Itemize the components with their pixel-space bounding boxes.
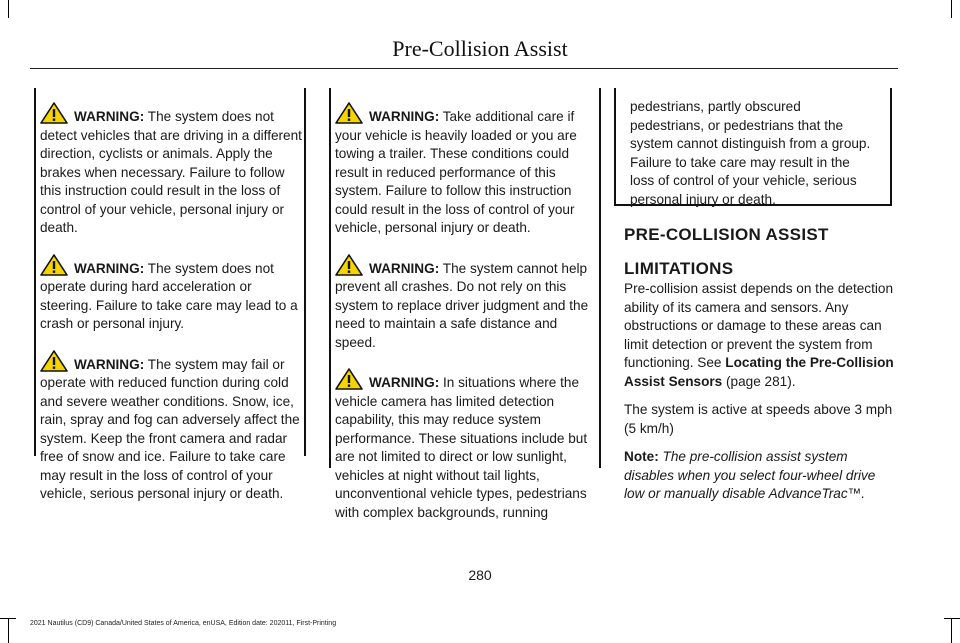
warning-paragraph <box>335 368 597 522</box>
warning-triangle-icon <box>40 102 68 124</box>
crop-mark <box>951 0 952 18</box>
warning-label: WARNING: <box>74 356 145 372</box>
note-paragraph <box>624 448 896 504</box>
warning-label: WARNING: <box>369 109 440 124</box>
warning-paragraph <box>335 254 597 353</box>
warning-triangle-icon <box>335 254 363 276</box>
warning-triangle-icon <box>40 350 68 372</box>
crop-mark <box>944 618 960 619</box>
warning-paragraph <box>335 102 597 238</box>
warning-paragraph <box>40 102 302 238</box>
crop-mark <box>0 618 16 619</box>
limitations-text: Pre-collision assist depends on the detection ability of its camera and sensors. Any obstructions or damage to these areas can limit detection or prevent the system from functioning. See <box>624 281 894 370</box>
warning-triangle-icon <box>335 102 363 124</box>
column-1 <box>40 102 302 520</box>
cross-reference-link[interactable]: Locating the Pre-Collision Assist Sensors <box>624 355 894 389</box>
header-rule <box>30 68 898 69</box>
footer-edition-info: 2021 Nautilus (CD9) Canada/United States of America, enUSA, Edition date: 202011, First-Printing <box>30 620 337 627</box>
warning-label: WARNING: <box>369 375 440 390</box>
warning-triangle-icon <box>40 254 68 276</box>
section-heading-line1: PRE-COLLISION ASSIST <box>624 225 829 244</box>
note-text: The pre-collision assist system disables when you select four-wheel drive low or manually disable AdvanceTrac™. <box>624 449 876 501</box>
warning-text: In situations where the vehicle camera has limited detection capability, this may reduce system performance. These situations include but are not limited to direct or low sunlight, vehicles at night without tail lights, unconventional vehicle types, pedestrians with complex backgrounds, running <box>335 375 588 520</box>
warning-paragraph <box>40 350 302 504</box>
limitations-body <box>624 280 896 514</box>
speed-paragraph: The system is active at speeds above 3 mph (5 km/h) <box>624 402 893 436</box>
note-label: Note: <box>624 449 659 464</box>
section-heading-line2: LIMITATIONS <box>624 259 734 278</box>
crop-mark <box>8 618 9 643</box>
section-heading <box>624 222 894 282</box>
warning-label: WARNING: <box>74 260 145 276</box>
warning-text: Take additional care if your vehicle is heavily loaded or you are towing a trailer. These conditions could result in reduced performance of this system. Failure to follow this instruction could result in the loss of control of your vehicle, personal injury or death. <box>335 109 577 235</box>
column-2 <box>335 102 597 538</box>
warning-text: The system does not detect vehicles that are driving in a different direction, cyclists or animals. Apply the brakes when necessary. Failure to follow this instruction could result in the loss of control of your vehicle, personal injury or death. <box>40 109 302 235</box>
page-title: Pre-Collision Assist <box>392 36 568 61</box>
crop-mark <box>8 0 9 18</box>
warning-text: The system does not operate during hard acceleration or steering. Failure to take care may lead to a crash or personal injury. <box>40 260 298 331</box>
warning-continued-text: pedestrians, partly obscured pedestrians, or pedestrians that the system cannot distinguish from a group. Failure to take care may result in the loss of control of your vehicle, serious personal injury or death. <box>630 99 871 207</box>
warning-paragraph <box>40 254 302 334</box>
warning-box-continued <box>614 88 892 206</box>
warning-triangle-icon <box>335 368 363 390</box>
crop-mark <box>951 618 952 643</box>
warning-label: WARNING: <box>74 109 145 124</box>
warning-text: The system cannot help prevent all crashes. Do not rely on this system to replace driver judgment and the need to maintain a safe distance and speed. <box>335 260 589 350</box>
limitations-paragraph <box>624 280 896 391</box>
warning-label: WARNING: <box>369 260 440 276</box>
page-number: 280 <box>468 567 492 583</box>
warning-text: The system may fail or operate with reduced function during cold and severe weather conditions. Snow, ice, rain, spray and fog can adversely affect the system. Keep the front camera and radar free of snow and ice. Failure to take care may result in the loss of control of your vehicle, serious personal injury or death. <box>40 356 300 501</box>
page-reference: (page 281). <box>722 373 796 389</box>
